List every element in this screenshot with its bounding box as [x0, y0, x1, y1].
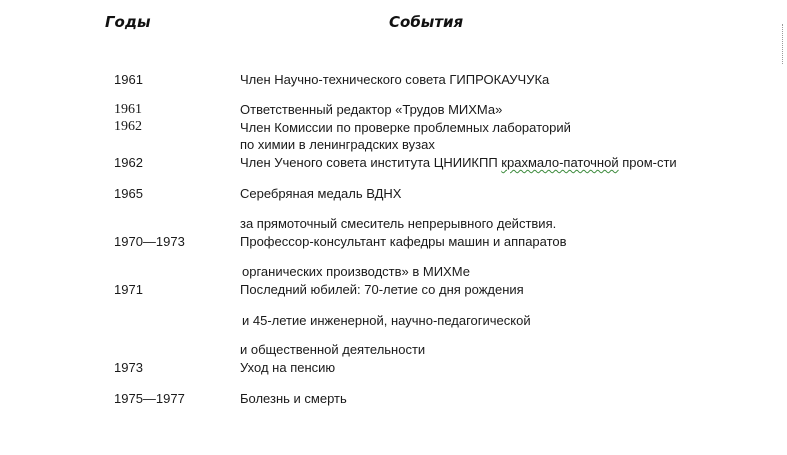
- event-cell: Член Научно-технического совета ГИПРОКАУЧУКа: [240, 72, 550, 87]
- year-cell: 1962: [114, 119, 142, 134]
- year-cell: 1971: [114, 282, 143, 297]
- event-continuation: и 45-летие инженерной, научно-педагогической: [242, 313, 531, 328]
- event-cell: Последний юбилей: 70-летие со дня рождения: [240, 282, 524, 297]
- year-cell: 1961: [114, 72, 143, 87]
- event-text: пром-сти: [618, 155, 677, 170]
- event-cell: Член Комиссии по проверке проблемных лабораторий: [240, 120, 571, 135]
- year-cell: 1975—1977: [114, 391, 185, 406]
- event-continuation: и общественной деятельности: [240, 342, 426, 357]
- spellcheck-flagged-word: крахмало-паточной: [501, 155, 619, 170]
- year-cell: 1973: [114, 360, 143, 375]
- year-cell: 1961: [114, 102, 142, 117]
- year-cell: 1962: [114, 155, 143, 170]
- event-continuation: органических производств» в МИХМе: [242, 264, 470, 279]
- event-cell: Ответственный редактор «Трудов МИХМа»: [240, 102, 503, 117]
- year-cell: 1965: [114, 186, 143, 201]
- event-cell: Болезнь и смерть: [240, 391, 347, 406]
- event-cell: [240, 155, 677, 171]
- event-cell: Профессор-консультант кафедры машин и аппаратов: [240, 234, 567, 249]
- event-text: Член Ученого совета института ЦНИИКПП: [240, 155, 502, 170]
- event-continuation: за прямоточный смеситель непрерывного действия.: [240, 216, 557, 231]
- year-cell: 1970—1973: [114, 234, 185, 249]
- event-cell: Уход на пенсию: [240, 360, 336, 375]
- column-header-years: Годы: [105, 13, 151, 31]
- page-edge-marker: [782, 24, 785, 64]
- event-continuation: по химии в ленинградских вузах: [240, 137, 435, 152]
- column-header-events: События: [389, 13, 464, 31]
- event-cell: Серебряная медаль ВДНХ: [240, 186, 402, 201]
